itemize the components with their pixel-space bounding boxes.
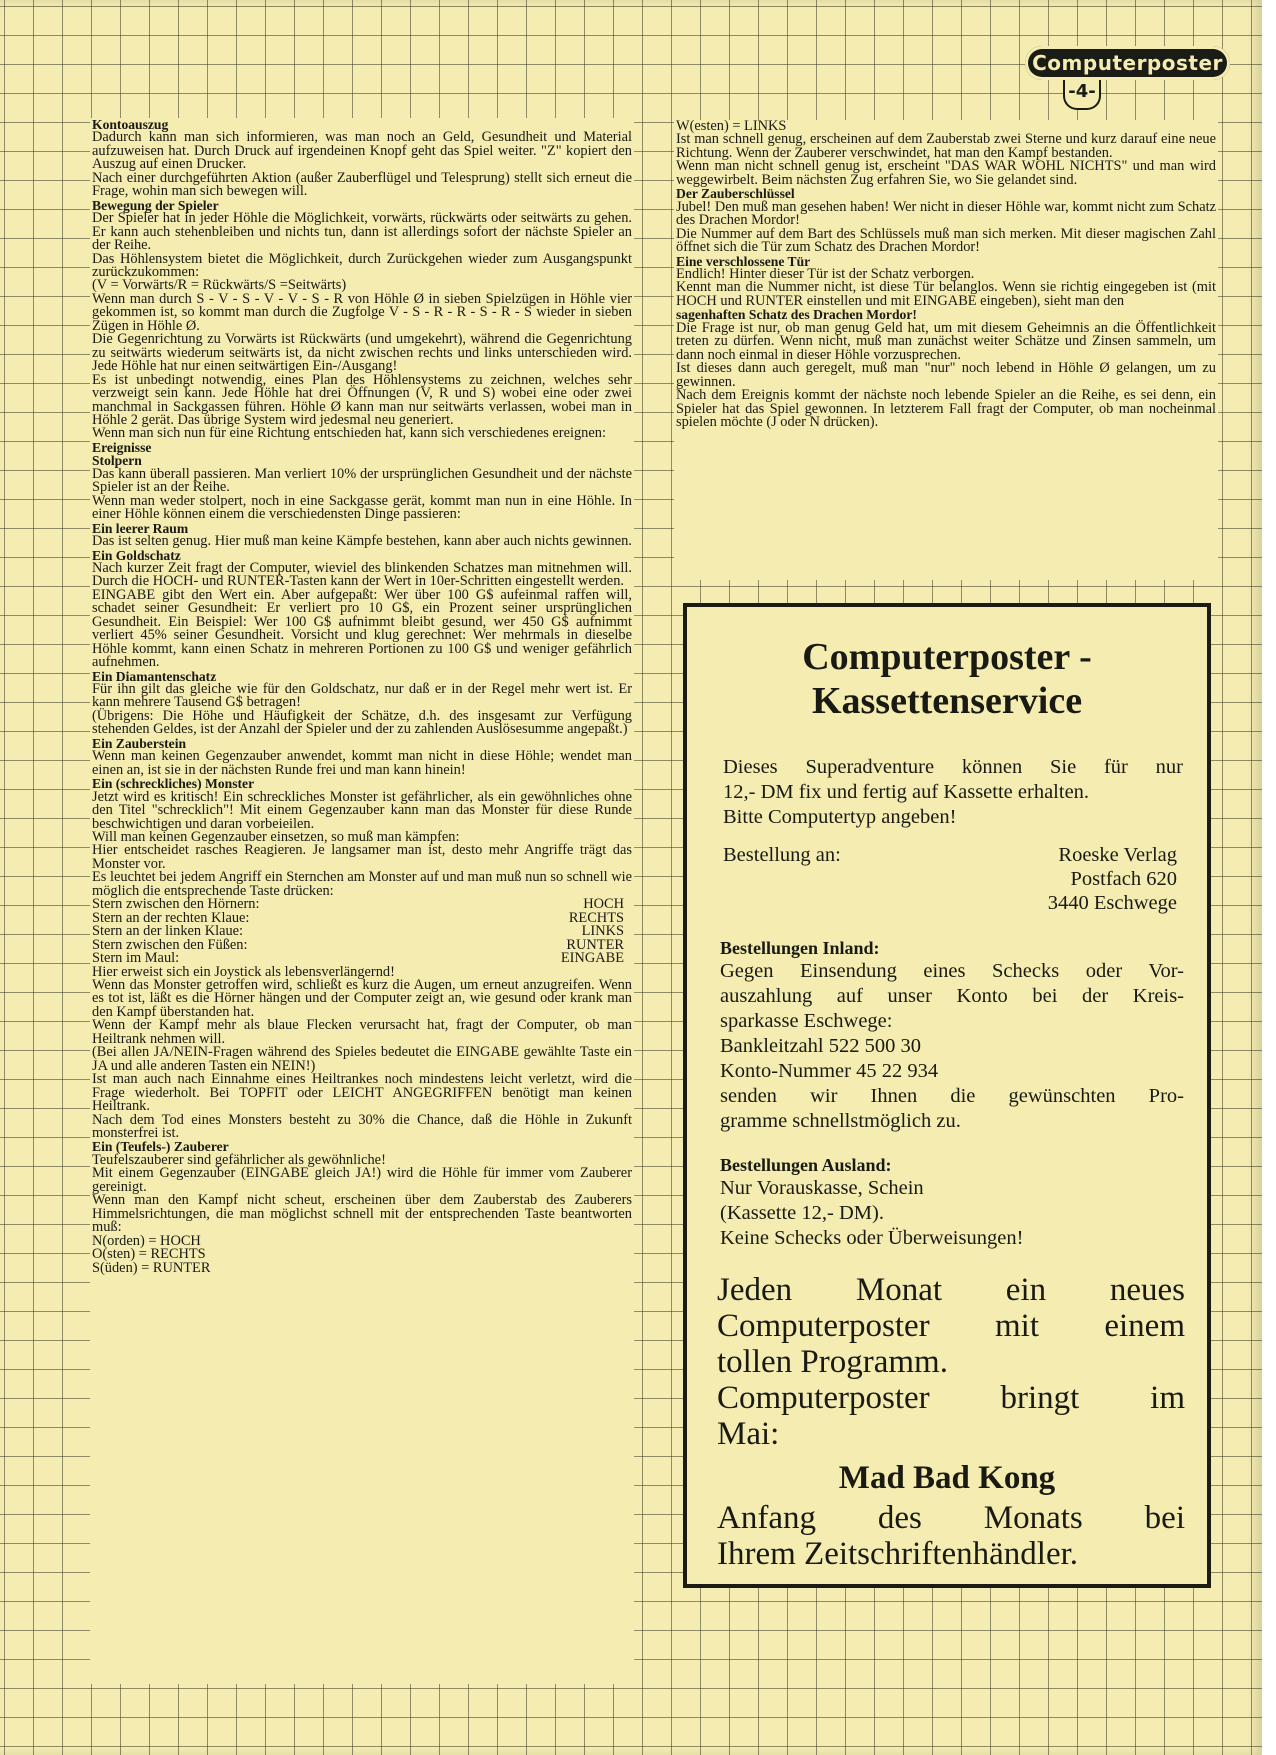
section-heading: Ein (Teufels-) Zauberer <box>92 1139 229 1155</box>
ad-inland-line1: Gegen Einsendung eines Schecks oder Vor- <box>720 960 1184 982</box>
right-text-column <box>674 120 1218 580</box>
ad-promo-line4: Computerposter bringt im <box>717 1380 1185 1416</box>
ad-promo-line7: Ihrem Zeitschriftenhändler. <box>717 1536 1079 1572</box>
ad-ausland-line2: (Kassette 12,- DM). <box>720 1202 884 1224</box>
body-paragraph: Das ist selten genug. Hier muß man keine Kämpfe bestehen, kann aber auch nichts gewinnen. <box>92 533 632 550</box>
body-paragraph: Der Spieler hat in jeder Höhle die Möglichkeit, vorwärts, rückwärts oder seitwärts zu gehen. Er kann auch stehenbleiben und nichts tun, dann ist allerdings sofort der nächste Spieler an der Reihe. Das Höhlensystem bietet die Möglichkeit, durch Zurückgehen wieder zum Ausgangspunkt zurückzukommen: (V = Vorwärts/R = Rückwärts/S =Seitwärts) Wenn man durch S - V - S - V - V - S - R von Höhle Ø in sieben Spielzügen in Höhle vier gekommen ist, so kommt man durch die Zugfolge V - S - R - R - S - R - S wieder in sieben Zügen in Höhle Ø. Die Gegenrichtung zu Vorwärts ist Rückwärts (und umgekehrt), während die Gegenrichtung zu seitwärts wiederum seitwärts ist, da nicht zwischen rechts und links unterschieden wird. Jede Höhle hat nur einen seitwärtigen Ein-/Ausgang! Es ist unbedingt notwendig, eines Plan des Höhlensystems zu zeichnen, welches sehr verzweigt sein kann. Jede Höhle hat drei Öffnungen (V, R und S) wobei eine oder zwei manchmal in Sackgassen führen. Höhle Ø kann man nur seitwärts verlassen, wobei man in Höhle 2 gerät. Das übrige System wird jedesmal neu generiert. Wenn man sich nun für eine Richtung entschieden hat, kann sich verschiedenes ereignen: <box>92 210 632 442</box>
key-name: LINKS <box>581 923 624 940</box>
ad-ausland-line3: Keine Schecks oder Überweisungen! <box>720 1227 1024 1249</box>
star-position: Stern an der linken Klaue: <box>92 923 244 940</box>
body-paragraph: Jetzt wird es kritisch! Ein schreckliches Monster ist gefährlicher, als ein gewöhnliches ohne den Titel "schrecklich"! Mit einem Gegenzauber kann man das Monster für diese Runde beschwichtigen und daran vorbeieilen. Will man keinen Gegenzauber einsetzen, so muß man kämpfen: Hier entscheidet rasches Reagieren. Je langsamer man ist, desto mehr Angriffe trägt das Monster vor. Es leuchtet bei jedem Angriff ein Sternchen am Monster auf und man muß nun so schnell wie möglich die entsprechende Taste drücken: <box>92 788 632 899</box>
ad-promo-line5: Mai: <box>717 1416 780 1452</box>
section-heading: Ein Goldschatz <box>92 547 181 563</box>
body-paragraph: Die Frage ist nur, ob man genug Geld hat, um mit diesem Geheimnis an die Öffentlichkeit treten zu dürfen. Wenn nicht, muß man zunächst weiter Schätze und Zinsen sammeln, um dann noch einmal in dieser Höhle vorzusprechen. Ist dieses dann auch geregelt, muß man "nur" noch lebend in Höhle Ø gelangen, um zu gewinnen. Nach dem Ereignis kommt der nächste noch lebende Spieler an die Reihe, es sei denn, ein Spieler hat das Spiel gewonnen. In letzterem Fall fragt der Computer, ob man nocheinmal spielen möchte (J oder N drücken). <box>676 319 1216 430</box>
ad-order-label: Bestellung an: <box>723 844 841 866</box>
section-heading: Ein Zauberstein <box>92 735 187 751</box>
body-paragraph: Hier erweist sich ein Joystick als lebensverlängernd! Wenn das Monster getroffen wird, schließt es kurz die Augen, um erneut anzugreifen. Wenn es tot ist, läßt es die Hörner hängen und der Computer zeigt an, wie gesund oder krank man den Kampf überstanden hat. Wenn der Kampf mehr als blaue Flecken verursacht hat, fragt der Computer, ob man Heiltrank nehmen will. (Bei allen JA/NEIN-Fragen während des Spieles bedeutet die EINGABE gewählte Taste ein JA und alle anderen Tasten ein NEIN!) Ist man auch nach Einnahme eines Heiltrankes noch mindestens leicht verletzt, wird die Frage wiederholt. Bei TOPFIT oder LEICHT ANGEGRIFFEN benötigt man keinen Heiltrank. Nach dem Tod eines Monsters besteht zu 30% die Chance, daß die Höhle in Zukunft monsterfrei ist. <box>92 963 632 1141</box>
section-heading: Eine verschlossene Tür <box>676 253 811 269</box>
monster-key-table <box>92 898 632 965</box>
star-position: Stern im Maul: <box>92 950 180 967</box>
section-heading: Der Zauberschlüssel <box>676 186 795 202</box>
body-paragraph: Das kann überall passieren. Man verliert 10% der ursprünglichen Gesundheit und der nächste Spieler ist an der Reihe. Wenn man weder stolpert, noch in eine Sackgasse gerät, kommt man nun in eine Höhle. In einer Höhle können einem die verschiedensten Dinge passieren: <box>92 465 632 523</box>
ad-intro-line1: Dieses Superadventure können Sie für nur <box>723 756 1183 778</box>
body-paragraph: Nach kurzer Zeit fragt der Computer, wieviel des blinkenden Schatzes man mitnehmen will. Durch die HOCH- und RUNTER-Tasten kann der Wert in 10er-Schritten eingestellt werden. EINGABE gibt den Wert ein. Aber aufgepaßt: Wer über 100 G$ aufeinmal raffen will, schadet seiner Gesundheit: Er verliert pro 10 G$, ein Prozent seiner ursprünglichen Gesundheit. Ein Beispiel: Wer 100 G$ aufnimmt bleibt gesund, wer 450 G$ aufnimmt verliert 45% seiner Gesundheit. Vorsicht und klug gerechnet: Wer mehrmals in dieselbe Höhle kommt, kann einen Schatz in mehreren Portionen zu 100 G$ und weniger gefährlich aufnehmen. <box>92 559 632 671</box>
body-paragraph: Dadurch kann man sich informieren, was man noch an Geld, Gesundheit und Material aufzuweisen hat. Durch Druck auf irgendeinen Knopf geht das Spiel weiter. "Z" kopiert den Auszug auf einen Drucker. Nach einer durchgeführten Aktion (außer Zauberflügel und Telesprung) stellt sich erneut die Frage, wohin man sich bewegen will. <box>92 129 632 200</box>
ad-promo-title: Mad Bad Kong <box>838 1460 1056 1496</box>
ad-inland-line4: Bankleitzahl 522 500 30 <box>720 1035 921 1057</box>
ad-inland-line6: senden wir Ihnen die gewünschten Pro- <box>720 1085 1184 1107</box>
ad-promo-line1: Jeden Monat ein neues <box>717 1272 1185 1308</box>
body-paragraph: Für ihn gilt das gleiche wie für den Goldschatz, nur daß er in der Regel mehr wert ist. Er kann mehrere Tausend G$ betragen! (Übrigens: Die Höhe und Häufigkeit der Schätze, d.h. des insgesamt zur Verfügung stehenden Geldes, ist der Anzahl der Spieler und der zu zahlenden Auslösesumme angepaßt.) <box>92 681 632 738</box>
ad-address-line2: Postfach 620 <box>1070 868 1177 890</box>
kassettenservice-ad <box>683 603 1211 1588</box>
ad-inland-line5: Konto-Nummer 45 22 934 <box>720 1060 939 1082</box>
computerposter-logo: Computerposter <box>1025 46 1230 80</box>
ad-promo-line3: tollen Programm. <box>717 1344 948 1380</box>
ad-promo-line6: Anfang des Monats bei <box>717 1500 1185 1536</box>
key-name: HOCH <box>583 896 624 913</box>
ad-intro-line3: Bitte Computertyp angeben! <box>723 806 957 828</box>
section-heading: Bewegung der Spieler <box>92 197 219 213</box>
body-paragraph: Jubel! Den muß man gesehen haben! Wer nicht in dieser Höhle war, kommt nicht zum Schatz des Drachen Mordor! Die Nummer auf dem Bart des Schlüssels muß man sich merken. Mit dieser magischen Zahl öffnet sich die Tür zum Schatz des Drachen Mordor! <box>676 198 1216 256</box>
section-heading: sagenhaften Schatz des Drachen Mordor! <box>676 307 917 323</box>
ad-address-line3: 3440 Eschwege <box>1047 892 1177 914</box>
body-paragraph: Teufelszauberer sind gefährlicher als gewöhnliche! Mit einem Gegenzauber (EINGABE gleich JA!) wird die Höhle für immer vom Zauberer gereinigt. Wenn man den Kampf nicht scheut, erscheinen über dem Zauberstab des Zauberers Himmelsrichtungen, die man möglichst schnell mit der entsprechenden Taste beantworten muß: N(orden) = HOCH O(sten) = RECHTS S(üden) = RUNTER <box>92 1151 632 1276</box>
page-number: -4- <box>1063 80 1101 110</box>
section-heading: Kontoauszug <box>92 117 169 132</box>
ad-address-line1: Roeske Verlag <box>1058 844 1177 866</box>
ad-inland-line3: sparkasse Eschwege: <box>720 1010 893 1032</box>
ad-title-line1: Computerposter - <box>802 636 1092 678</box>
key-name: RECHTS <box>568 909 624 926</box>
section-heading: Ein Diamantenschatz <box>92 668 217 684</box>
ad-inland-line7: gramme schnellstmöglich zu. <box>720 1110 961 1132</box>
ad-inland-line2: auszahlung auf unser Konto bei der Kreis- <box>720 985 1184 1007</box>
left-text-column <box>90 118 634 1684</box>
star-position: Stern zwischen den Füßen: <box>92 936 248 953</box>
ad-intro-line2: 12,- DM fix und fertig auf Kassette erhalten. <box>723 781 1090 803</box>
body-paragraph: Endlich! Hinter dieser Tür ist der Schatz verborgen. Kennt man die Nummer nicht, ist diese Tür belanglos. Wenn sie richtig eingegeben ist (mit HOCH und RUNTER einstellen und mit EINGABE eingeben), sieht man den <box>676 265 1216 309</box>
star-position: Stern an der rechten Klaue: <box>92 909 250 926</box>
key-name: EINGABE <box>560 950 624 967</box>
section-heading: Stolpern <box>92 453 142 469</box>
ad-ausland-heading: Bestellungen Ausland: <box>720 1155 892 1175</box>
section-heading: Ein (schreckliches) Monster <box>92 776 255 792</box>
body-paragraph: W(esten) = LINKS Ist man schnell genug, erscheinen auf dem Zauberstab zwei Sterne und kurz darauf eine neue Richtung. Wenn der Zauberer verschwindet, hat man den Kampf bestanden. Wenn man nicht schnell genug ist, erscheint "DAS WAR WOHL NICHTS" und man wird weggewirbelt. Beim nächsten Zug erfahren Sie, wo Sie gelandet sind. <box>676 118 1216 188</box>
star-position: Stern zwischen den Hörnern: <box>92 896 260 913</box>
section-heading: Ereignisse <box>92 439 152 455</box>
ad-ausland-line1: Nur Vorauskasse, Schein <box>720 1177 924 1199</box>
ad-title-line2: Kassettenservice <box>811 680 1083 722</box>
key-name: RUNTER <box>566 936 624 953</box>
body-paragraph: Wenn man keinen Gegenzauber anwendet, kommt man nicht in diese Höhle; wendet man einen an, ist sie in der nächsten Runde frei und man kann hinein! <box>92 748 632 778</box>
section-heading: Ein leerer Raum <box>92 520 189 536</box>
ad-inland-heading: Bestellungen Inland: <box>720 938 880 958</box>
ad-promo-line2: Computerposter mit einem <box>717 1308 1185 1344</box>
